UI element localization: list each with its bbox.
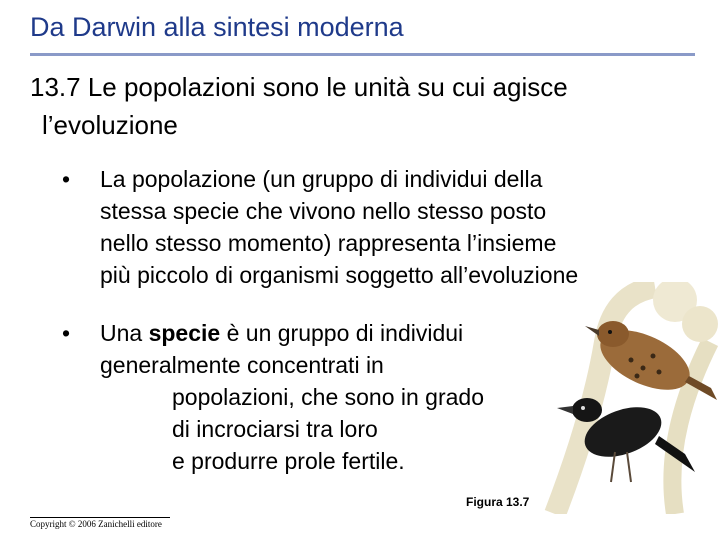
bullet-line: nello stesso momento) rappresenta l’insieme <box>100 230 557 256</box>
header-divider <box>30 53 695 56</box>
bullet-line: stessa specie che vivono nello stesso posto <box>100 198 547 224</box>
bullet-line: La popolazione (un gruppo di individui della <box>100 166 543 192</box>
bullet-population <box>62 163 682 291</box>
bullet-line: più piccolo di organismi soggetto all’evoluzione <box>100 262 579 288</box>
slide-title-line-2: l’evoluzione <box>42 110 178 140</box>
bullet-marker: • <box>62 320 71 346</box>
bullet-line: generalmente concentrati in <box>100 352 384 378</box>
birds-illustration <box>535 282 720 514</box>
slide-title-line-1: 13.7 Le popolazioni sono le unità su cui agisce <box>30 72 568 102</box>
bullet-line-suffix: è un gruppo di individui <box>220 320 464 346</box>
figure-label: Figura 13.7 <box>466 495 530 509</box>
bullet-line <box>100 317 484 349</box>
slide-title <box>30 68 680 144</box>
bullet-line: di incrociarsi tra loro <box>172 416 378 442</box>
header-title: Da Darwin alla sintesi moderna <box>30 12 404 42</box>
bullet-text <box>100 317 484 477</box>
bullet-text <box>100 163 578 291</box>
bullet-line-prefix: Una <box>100 320 149 346</box>
term-specie: specie <box>148 320 221 346</box>
bullet-marker: • <box>62 166 71 192</box>
bullet-line: e produrre prole fertile. <box>172 448 405 474</box>
bullet-line: popolazioni, che sono in grado <box>172 384 485 410</box>
footer-divider <box>30 517 170 518</box>
copyright-notice: Copyright © 2006 Zanichelli editore <box>30 519 162 529</box>
